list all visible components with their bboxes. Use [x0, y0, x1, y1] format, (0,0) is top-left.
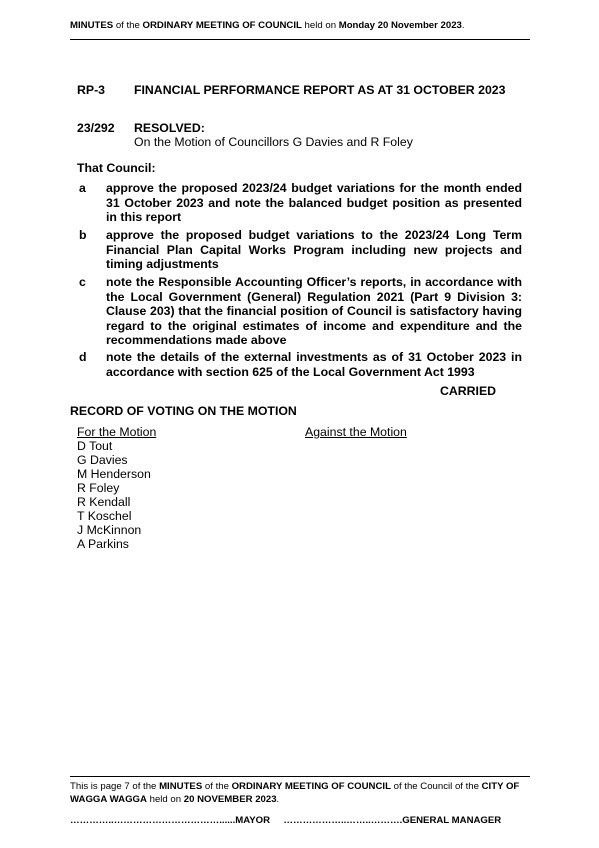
- header-divider: [70, 39, 530, 40]
- voter-name: G Davies: [77, 453, 128, 467]
- footer-minutes: MINUTES: [159, 781, 203, 792]
- voter-name: R Foley: [77, 481, 120, 495]
- item-code: RP-3: [77, 83, 106, 97]
- clause-letter: c: [79, 275, 86, 289]
- against-motion-heading: Against the Motion: [305, 425, 407, 439]
- clause-letter: b: [79, 228, 87, 242]
- footer-text: of the Council of the: [390, 781, 482, 792]
- header-text: held on: [301, 20, 339, 31]
- clause-letter: a: [79, 181, 86, 195]
- mayor-signature: …………..……………………………......MAYOR: [70, 815, 271, 826]
- clause-text: note the details of the external investments as of 31 October 2023 in accordance with section 625 of the Local Government Act 1993: [106, 350, 522, 379]
- voter-name: A Parkins: [77, 537, 129, 551]
- header-meeting: ORDINARY MEETING OF COUNCIL: [142, 20, 302, 31]
- footer-meeting: ORDINARY MEETING OF COUNCIL: [231, 781, 391, 792]
- footer-text: of the: [202, 781, 232, 792]
- voter-name: T Koschel: [77, 509, 132, 523]
- voter-name: D Tout: [77, 439, 113, 453]
- voting-heading: RECORD OF VOTING ON THE MOTION: [70, 404, 297, 418]
- footer-city: CITY OF WAGGA WAGGA: [70, 781, 520, 805]
- that-council: That Council:: [77, 161, 156, 175]
- resolution-heading: RESOLVED:: [134, 121, 205, 135]
- clause-text: note the Responsible Accounting Officer’s reports, in accordance with the Local Government (General) Regulation 2021 (Part 9 Division 3: Clause 203) that the financial position of Council is satisfactory having regard to the original estimates of income and expenditure and the recommendations made above: [106, 275, 522, 347]
- voter-name: J McKinnon: [77, 523, 142, 537]
- voter-name: M Henderson: [77, 467, 151, 481]
- footer-text: .: [276, 794, 280, 805]
- footer-divider: [70, 776, 530, 777]
- page-footer: [70, 780, 530, 806]
- clause-text: approve the proposed 2023/24 budget variations for the month ended 31 October 2023 and note the balanced budget position as presented in this report: [106, 181, 522, 224]
- resolution-number: 23/292: [77, 121, 115, 135]
- header-minutes: MINUTES: [70, 20, 114, 31]
- clause-letter: d: [79, 350, 87, 364]
- footer-text: This is page 7 of the: [70, 781, 160, 792]
- resolution-motion: On the Motion of Councillors G Davies and R Foley: [134, 135, 413, 149]
- footer-date: 20 NOVEMBER 2023: [183, 794, 277, 805]
- for-motion-heading: For the Motion: [77, 425, 157, 439]
- page-header: [70, 20, 530, 31]
- signature-line: [70, 815, 530, 826]
- header-text: of the: [113, 20, 143, 31]
- header-text: .: [461, 20, 465, 31]
- footer-text: held on: [146, 794, 184, 805]
- clause-text: approve the proposed budget variations to the 2023/24 Long Term Financial Plan Capital Works Program including new projects and timing adjustments: [106, 228, 522, 271]
- general-manager-signature: ………………..……..……….GENERAL MANAGER: [283, 815, 502, 826]
- carried-label: CARRIED: [440, 384, 497, 398]
- header-date: Monday 20 November 2023: [338, 20, 462, 31]
- item-title: FINANCIAL PERFORMANCE REPORT AS AT 31 OCTOBER 2023: [134, 83, 506, 97]
- voter-name: R Kendall: [77, 495, 131, 509]
